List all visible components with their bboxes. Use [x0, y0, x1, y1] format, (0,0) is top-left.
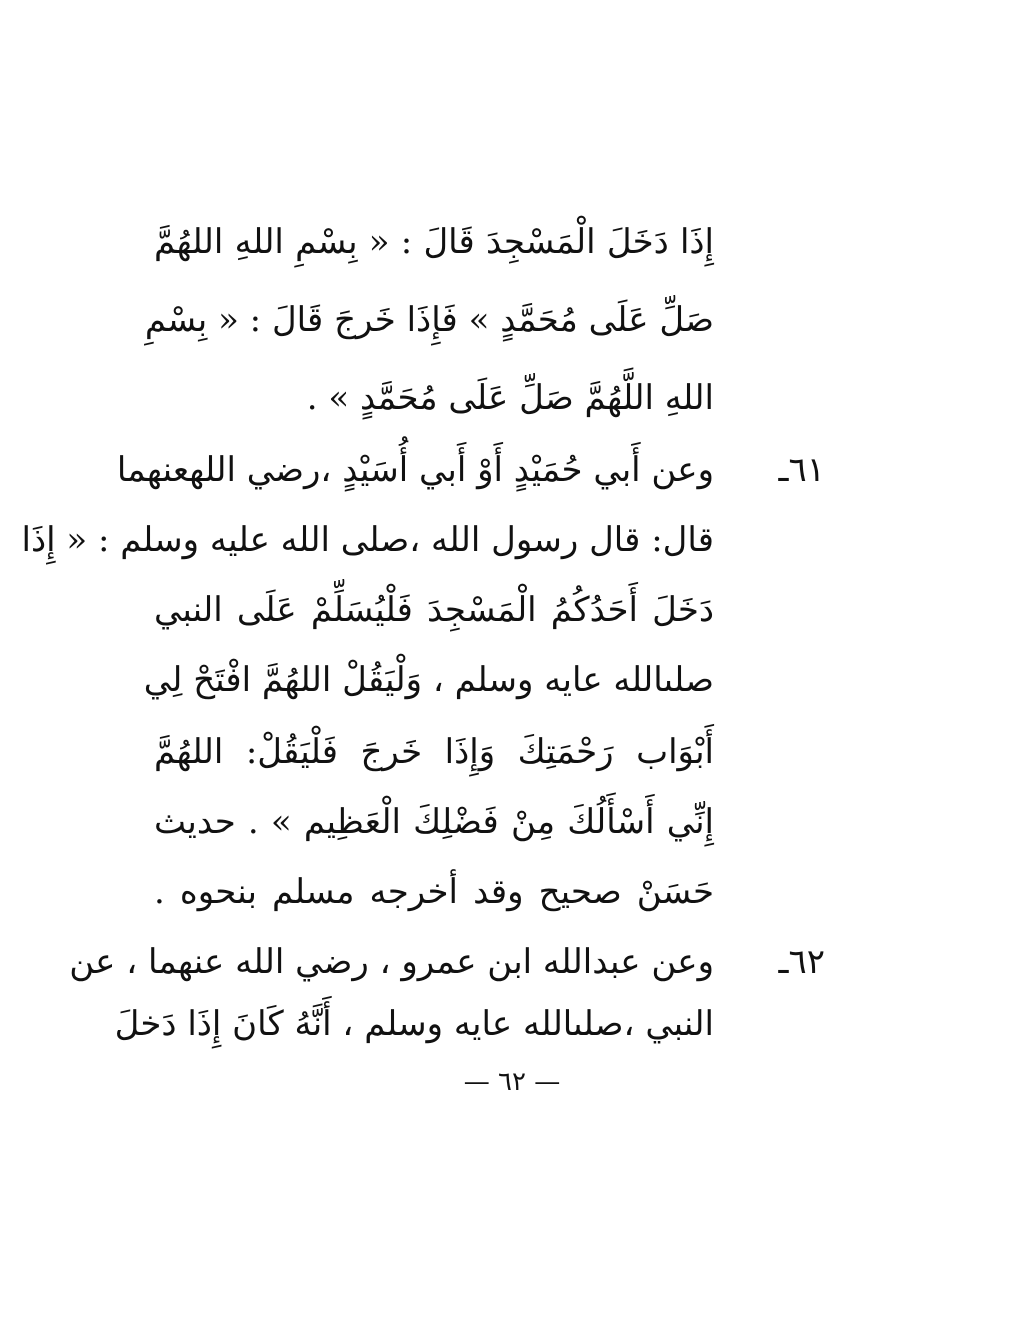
line-text: النبي ،صلىالله عايه وسلم ، أَنَّهُ كَانَ إِذَا دَخلَ — [114, 1004, 714, 1044]
text-line — [0, 862, 1024, 922]
text-line — [0, 440, 1024, 500]
text-line — [0, 932, 1024, 992]
line-text: صَلِّ عَلَى مُحَمَّدٍ » فَإِذَا خَرجَ قَالَ : « بِسْمِ — [144, 300, 714, 340]
line-text: قال: قال رسول الله ،صلى الله عليه وسلم : « إِذَا — [21, 520, 714, 560]
text-line — [0, 580, 1024, 640]
line-text: دَخَلَ أَحَدُكُمُ الْمَسْجِدَ فَلْيُسَلِّمْ عَلَى النبي — [154, 590, 714, 630]
line-text: إِذَا دَخَلَ الْمَسْجِدَ قَالَ : « بِسْمِ اللهِ اللهُمَّ — [154, 222, 714, 262]
line-text: وعن عبدالله ابن عمرو ، رضي الله عنهما ، عن — [69, 942, 714, 982]
page-number: — ٦٢ — — [463, 1067, 561, 1097]
text-line — [0, 368, 1024, 428]
text-line — [0, 650, 1024, 710]
text-line — [0, 290, 1024, 350]
hadith-number: ٦٢ـ — [778, 942, 825, 982]
text-line — [0, 792, 1024, 852]
line-text: اللهِ اللَّهُمَّ صَلِّ عَلَى مُحَمَّدٍ » . — [306, 378, 714, 418]
text-line — [0, 510, 1024, 570]
text-line — [0, 994, 1024, 1054]
text-line — [0, 722, 1024, 782]
line-text: إِنِّي أَسْأَلُكَ مِنْ فَضْلِكَ الْعَظِيم » . حديث — [154, 802, 714, 842]
text-line — [0, 212, 1024, 272]
line-text: صلىالله عايه وسلم ، وَلْيَقُلْ اللهُمَّ افْتَحْ لِي — [143, 660, 714, 700]
line-text: حَسَنْ صحيح وقد أخرجه مسلم بنحوه . — [154, 872, 714, 912]
hadith-number: ٦١ـ — [778, 450, 825, 490]
line-text: أَبْوَاب رَحْمَتِكَ وَإِذَا خَرجَ فَلْيَقُلْ: اللهُمَّ — [154, 732, 714, 772]
line-text: وعن أَبي حُمَيْدٍ أَوْ أَبي أُسَيْدٍ ،رضي اللهعنهما — [116, 450, 714, 490]
